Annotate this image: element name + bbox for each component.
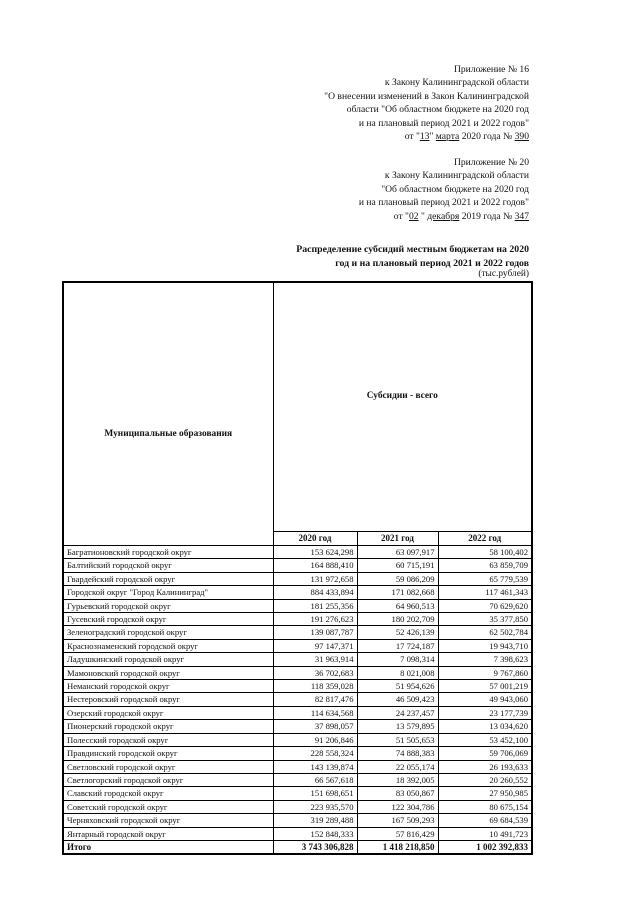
value-2022: 10 491,723 [438, 827, 532, 840]
table-row [63, 773, 532, 786]
table-body [63, 546, 532, 855]
value-2021: 22 055,174 [357, 760, 438, 773]
value-2020: 139 087,787 [273, 626, 357, 639]
municipality-name: Светлогорский городской округ [63, 773, 273, 786]
value-2022: 53 452,100 [438, 733, 532, 746]
municipality-name: Славский городской округ [63, 787, 273, 800]
value-2020: 153 624,298 [273, 546, 357, 559]
value-2022: 65 779,539 [438, 572, 532, 585]
value-2020: 181 255,356 [273, 599, 357, 612]
value-2020: 151 698,651 [273, 787, 357, 800]
value-2022: 62 502,784 [438, 626, 532, 639]
table-row [63, 814, 532, 827]
value-2021: 8 021,008 [357, 666, 438, 679]
appendix-header-current [324, 63, 529, 143]
municipality-name: Зеленоградский городской округ [63, 626, 273, 639]
value-2021: 24 237,457 [357, 706, 438, 719]
value-2021: 74 888,383 [357, 747, 438, 760]
value-2022: 26 193,633 [438, 760, 532, 773]
law-title-line: "О внесении изменений в Закон Калининградской [324, 90, 529, 102]
municipality-name: Пионерский городской округ [63, 720, 273, 733]
value-2022: 69 684,539 [438, 814, 532, 827]
value-2022: 13 034,620 [438, 720, 532, 733]
value-2021: 60 715,191 [357, 559, 438, 572]
total-2021: 1 418 218,850 [357, 840, 438, 854]
municipality-name: Озерский городской округ [63, 706, 273, 719]
value-2022: 63 859,709 [438, 559, 532, 572]
municipality-name: Ладушкинский городской округ [63, 653, 273, 666]
value-2020: 118 359,028 [273, 680, 357, 693]
table-row [63, 546, 532, 559]
table-row [63, 653, 532, 666]
value-2021: 46 509,423 [357, 693, 438, 706]
table-row [63, 559, 532, 572]
value-2022: 9 767,860 [438, 666, 532, 679]
value-2020: 36 702,683 [273, 666, 357, 679]
value-2020: 152 848,333 [273, 827, 357, 840]
column-header-municipality: Муниципальные образования [63, 282, 273, 546]
value-2022: 57 001,219 [438, 680, 532, 693]
municipality-name: Гусевский городской округ [63, 613, 273, 626]
table-row [63, 572, 532, 585]
table-row [63, 666, 532, 679]
value-2021: 13 579,895 [357, 720, 438, 733]
municipality-name: Балтийский городской округ [63, 559, 273, 572]
value-2020: 164 888,410 [273, 559, 357, 572]
value-2021: 83 050,867 [357, 787, 438, 800]
value-2020: 91 206,846 [273, 733, 357, 746]
value-2020: 319 289,488 [273, 814, 357, 827]
table-row [63, 693, 532, 706]
municipality-name: Советский городской округ [63, 800, 273, 813]
total-2020: 3 743 306,828 [273, 840, 357, 854]
value-2022: 117 461,343 [438, 586, 532, 599]
municipality-name: Черняховский городской округ [63, 814, 273, 827]
value-2021: 52 426,139 [357, 626, 438, 639]
municipality-name: Краснознаменский городской округ [63, 639, 273, 652]
value-2022: 7 398,623 [438, 653, 532, 666]
value-2022: 23 177,739 [438, 706, 532, 719]
table-row [63, 827, 532, 840]
law-title-line: "Об областном бюджете на 2020 год [381, 183, 529, 195]
value-2021: 167 509,293 [357, 814, 438, 827]
table-row [63, 680, 532, 693]
table-row [63, 747, 532, 760]
value-2021: 57 816,429 [357, 827, 438, 840]
value-2020: 66 567,618 [273, 773, 357, 786]
law-reference: к Закону Калининградской области [384, 170, 529, 182]
value-2021: 51 954,626 [357, 680, 438, 693]
value-2022: 27 950,985 [438, 787, 532, 800]
municipality-name: Нестеровский городской округ [63, 693, 273, 706]
value-2020: 223 935,570 [273, 800, 357, 813]
law-reference: к Закону Калининградской области [384, 77, 529, 89]
value-2020: 884 433,894 [273, 586, 357, 599]
value-2021: 64 960,513 [357, 599, 438, 612]
value-2022: 70 629,620 [438, 599, 532, 612]
value-2021: 18 392,005 [357, 773, 438, 786]
value-2021: 17 724,187 [357, 639, 438, 652]
title-line: год и на плановый период 2021 и 2022 годов [335, 257, 529, 269]
table-row [63, 626, 532, 639]
column-header-year: 2020 год [273, 532, 357, 546]
table-row [63, 613, 532, 626]
law-title-line: области "Об областном бюджете на 2020 год [346, 104, 529, 116]
value-2022: 19 943,710 [438, 639, 532, 652]
column-header-year: 2022 год [438, 532, 532, 546]
value-2021: 171 082,668 [357, 586, 438, 599]
units-label: (тыс.рублей) [478, 269, 529, 279]
municipality-name: Багратионовский городской округ [63, 546, 273, 559]
municipality-name: Мамоновский городской округ [63, 666, 273, 679]
value-2020: 37 898,057 [273, 720, 357, 733]
table-row [63, 599, 532, 612]
value-2022: 80 675,154 [438, 800, 532, 813]
subsidies-table [62, 281, 533, 855]
value-2020: 31 963,914 [273, 653, 357, 666]
municipality-name: Гвардейский городской округ [63, 572, 273, 585]
value-2021: 122 304,786 [357, 800, 438, 813]
value-2022: 59 706,069 [438, 747, 532, 760]
law-title-line: и на плановый период 2021 и 2022 годов" [358, 197, 529, 209]
value-2021: 59 086,209 [357, 572, 438, 585]
table-row [63, 720, 532, 733]
municipality-name: Неманский городской округ [63, 680, 273, 693]
value-2020: 131 972,658 [273, 572, 357, 585]
value-2020: 82 817,476 [273, 693, 357, 706]
law-date: от "02 " декабря 2019 года № 347 [393, 210, 529, 222]
value-2020: 143 139,874 [273, 760, 357, 773]
value-2020: 97 147,371 [273, 639, 357, 652]
title-line: Распределение субсидий местным бюджетам на 2020 [296, 244, 529, 255]
table-row [63, 800, 532, 813]
municipality-name: Янтарный городской округ [63, 827, 273, 840]
value-2022: 20 260,552 [438, 773, 532, 786]
value-2021: 7 098,314 [357, 653, 438, 666]
table-row [63, 639, 532, 652]
municipality-name: Гурьевский городской округ [63, 599, 273, 612]
total-2022: 1 002 392,833 [438, 840, 532, 854]
value-2020: 191 276,623 [273, 613, 357, 626]
value-2020: 228 558,324 [273, 747, 357, 760]
value-2022: 35 377,850 [438, 613, 532, 626]
value-2020: 114 634,568 [273, 706, 357, 719]
total-label: Итого [63, 840, 273, 854]
table-row [63, 787, 532, 800]
table-row [63, 760, 532, 773]
value-2022: 49 943,060 [438, 693, 532, 706]
table-row [63, 706, 532, 719]
column-header-total: Субсидии - всего [273, 282, 532, 532]
table-row [63, 733, 532, 746]
municipality-name: Правдинский городской округ [63, 747, 273, 760]
value-2021: 180 202,709 [357, 613, 438, 626]
value-2022: 58 100,402 [438, 546, 532, 559]
appendix-header-original [359, 156, 529, 223]
total-row [63, 840, 532, 854]
municipality-name: Светловский городской округ [63, 760, 273, 773]
appendix-number: Приложение № 16 [453, 64, 529, 75]
appendix-number: Приложение № 20 [453, 157, 529, 168]
column-header-year: 2021 год [357, 532, 438, 546]
table-row [63, 586, 532, 599]
document-title [296, 243, 529, 270]
value-2021: 63 097,917 [357, 546, 438, 559]
municipality-name: Полесский городской округ [63, 733, 273, 746]
law-date: от "13" марта 2020 года № 390 [404, 131, 529, 143]
law-title-line: и на плановый период 2021 и 2022 годов" [358, 117, 529, 129]
municipality-name: Городской округ "Город Калининград" [63, 586, 273, 599]
value-2021: 51 505,653 [357, 733, 438, 746]
